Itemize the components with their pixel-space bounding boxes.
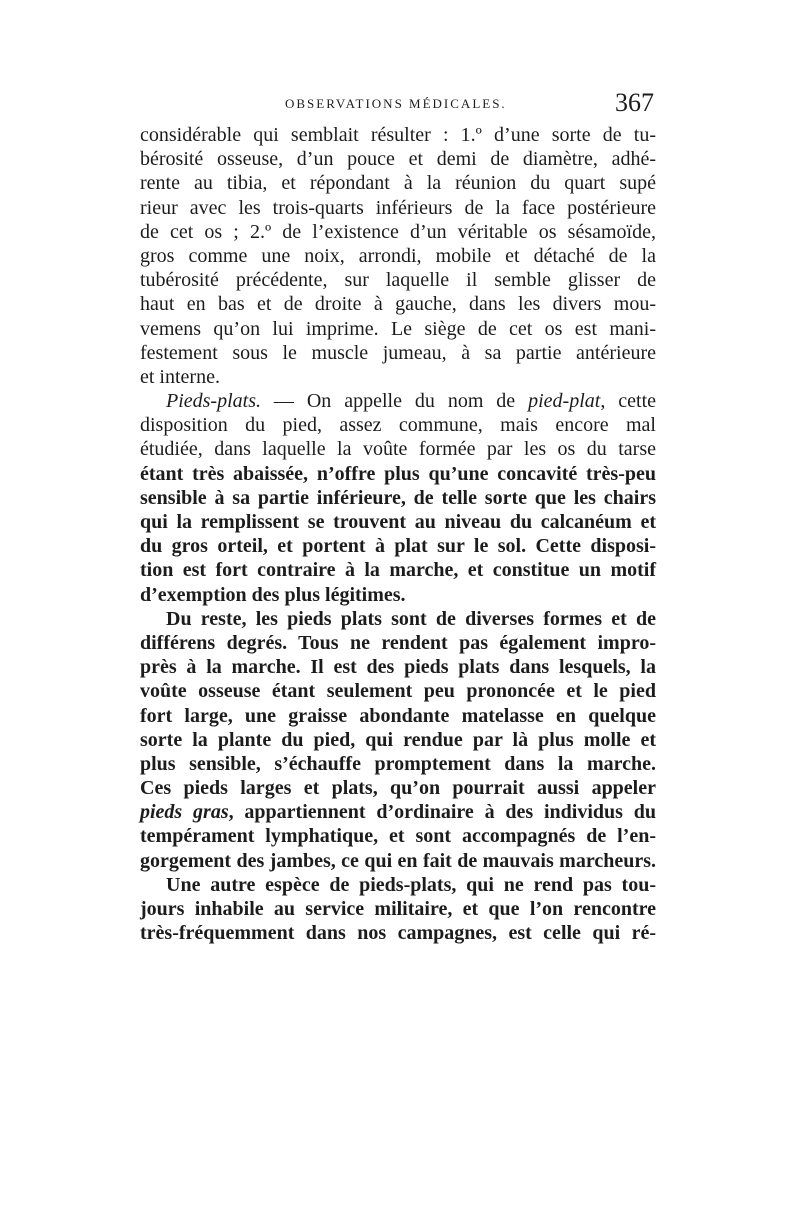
text-line (140, 171, 656, 195)
line-segment: , appartiennent d’ordinaire à des individus du (228, 801, 656, 824)
text-line (140, 800, 656, 824)
line-segment: fort large, une graisse abondante matelasse en quelque (140, 704, 656, 727)
line-segment: tion est fort contraire à la marche, et constitue un motif (140, 559, 656, 582)
page-number: 367 (615, 88, 654, 117)
line-segment: vemens qu’on lui imprime. Le siège de cet os est mani- (140, 317, 656, 340)
body-text (140, 123, 656, 945)
text-line (140, 921, 656, 945)
line-segment: près à la marche. Il est des pieds plats dans lesquels, la (140, 656, 656, 679)
line-segment: et interne. (140, 365, 220, 388)
line-segment: jours inhabile au service militaire, et que l’on rencontre (140, 898, 656, 920)
text-line (140, 341, 656, 365)
text-line (140, 704, 656, 728)
line-segment: bérosité osseuse, d’un pouce et demi de diamètre, adhé- (140, 148, 656, 171)
line-segment: tempérament lymphatique, et sont accompagnés de l’en- (140, 825, 656, 848)
line-segment: tubérosité précédente, sur laquelle il semble glisser de (140, 269, 656, 292)
text-line (140, 607, 656, 631)
line-segment: festement sous le muscle jumeau, à sa partie antérieure (140, 341, 656, 364)
line-segment: haut en bas et de droite à gauche, dans les divers mou- (140, 293, 656, 316)
line-segment: sensible à sa partie inférieure, de telle sorte que les chairs (140, 486, 656, 509)
line-segment: disposition du pied, assez commune, mais encore mal (140, 414, 656, 437)
text-line (140, 776, 656, 800)
running-title: OBSERVATIONS MÉDICALES. (285, 96, 507, 111)
line-segment: , cette (600, 390, 656, 413)
text-line (140, 897, 656, 921)
text-line (140, 317, 656, 341)
text-line (140, 534, 656, 558)
text-line (140, 365, 656, 389)
line-segment: Une autre espèce de pieds-plats, qui ne rend pas tou- (166, 873, 656, 896)
italic-term: pieds gras (140, 801, 229, 824)
line-segment: d’exemption des plus légitimes. (140, 583, 406, 606)
text-line (140, 220, 656, 244)
line-segment: sorte la plante du pied, qui rendue par là plus molle et (140, 728, 656, 751)
text-line (140, 824, 656, 848)
line-segment: du gros orteil, et portent à plat sur le sol. Cette disposi- (140, 535, 656, 558)
text-line (140, 268, 656, 292)
line-segment: — On appelle du nom de (261, 390, 529, 413)
line-segment: différens degrés. Tous ne rendent pas également impro- (140, 631, 656, 654)
text-line (140, 583, 656, 607)
italic-term: Pieds-plats. (166, 390, 261, 413)
line-segment: étudiée, dans laquelle la voûte formée par les os du tarse (140, 438, 656, 461)
text-line (140, 752, 656, 776)
text-line (140, 462, 656, 486)
line-segment: rieur avec les trois-quarts inférieurs de la face postérieure (140, 196, 656, 219)
line-segment: Ces pieds larges et plats, qu’on pourrait aussi appeler (140, 777, 656, 800)
text-line (140, 147, 656, 171)
text-line (140, 558, 656, 582)
line-segment: rente au tibia, et répondant à la réunion du quart supé (140, 172, 656, 195)
line-segment: gros comme une noix, arrondi, mobile et détaché de la (140, 244, 656, 267)
text-line (140, 413, 656, 437)
line-segment: Du reste, les pieds plats sont de diverses formes et de (166, 607, 656, 630)
text-line (140, 679, 656, 703)
text-line (140, 196, 656, 220)
text-line (140, 510, 656, 534)
text-line (140, 244, 656, 268)
text-line (140, 631, 656, 655)
line-segment: étant très abaissée, n’offre plus qu’une concavité très-peu (140, 462, 656, 485)
line-segment: plus sensible, s’échauffe promptement dans la marche. (140, 752, 656, 775)
line-segment: de cet os ; 2.º de l’existence d’un véritable os sésamoïde, (140, 220, 656, 243)
text-line (140, 123, 656, 147)
text-line (140, 873, 656, 897)
text-line (140, 655, 656, 679)
text-line (140, 849, 656, 873)
line-segment: considérable qui semblait résulter : 1.º d’une sorte de tu- (140, 124, 656, 146)
line-segment: voûte osseuse étant seulement peu prononcée et le pied (140, 680, 656, 703)
line-segment: gorgement des jambes, ce qui en fait de mauvais marcheurs. (140, 849, 656, 872)
text-line (140, 389, 656, 413)
line-segment: qui la remplissent se trouvent au niveau du calcanéum et (140, 511, 656, 533)
text-line (140, 728, 656, 752)
text-line (140, 486, 656, 510)
italic-term: pied-plat (528, 390, 601, 413)
line-segment: très-fréquemment dans nos campagnes, est celle qui ré- (140, 922, 656, 945)
text-line (140, 292, 656, 316)
text-line (140, 437, 656, 461)
